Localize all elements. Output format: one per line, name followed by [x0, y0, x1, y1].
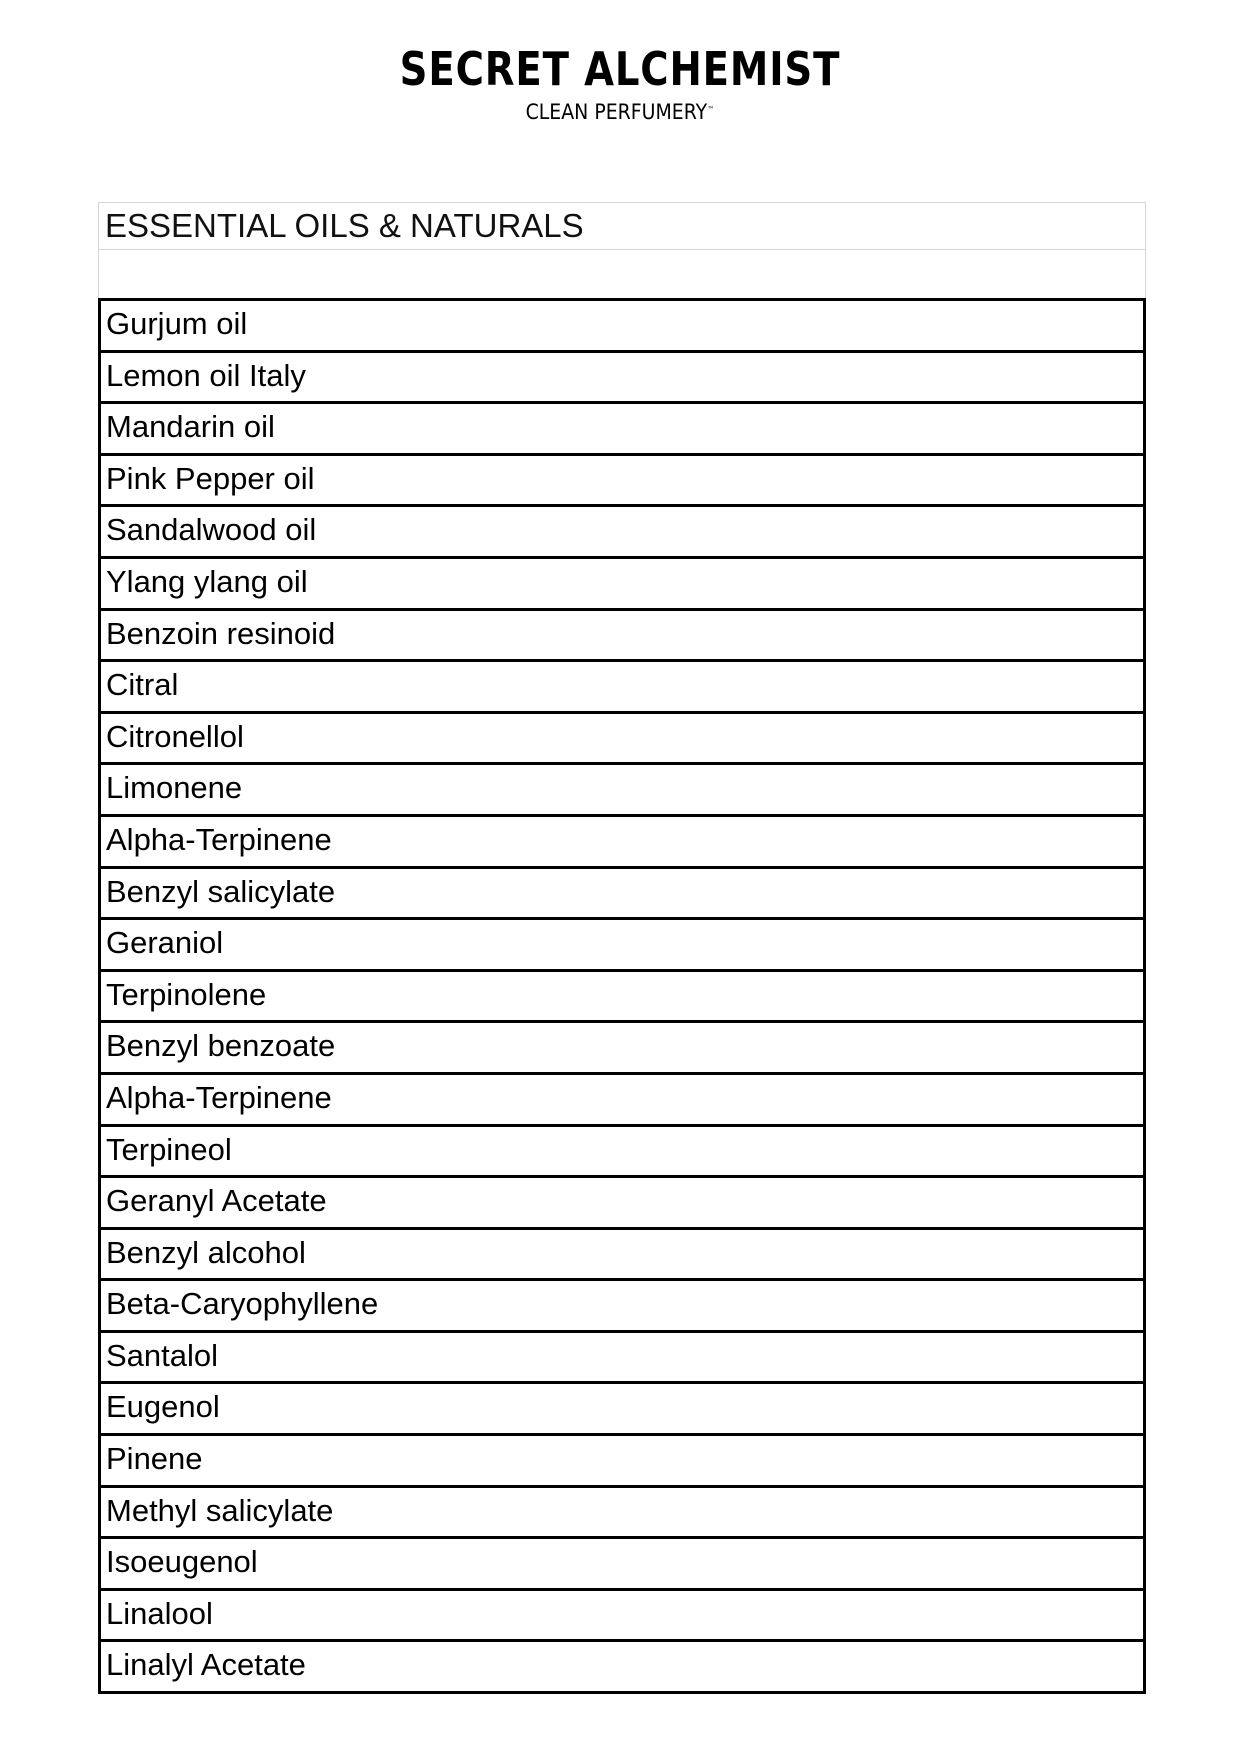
table-row: Benzyl alcohol: [101, 1227, 1143, 1279]
table-row: Geraniol: [101, 917, 1143, 969]
ingredients-table: [98, 202, 1146, 1694]
table-row: Santalol: [101, 1330, 1143, 1382]
brand-tagline: [62, 100, 1178, 124]
table-row: Benzyl salicylate: [101, 866, 1143, 918]
table-row: Lemon oil Italy: [101, 350, 1143, 402]
table-row: Benzyl benzoate: [101, 1020, 1143, 1072]
table-row: Ylang ylang oil: [101, 556, 1143, 608]
table-row: Sandalwood oil: [101, 504, 1143, 556]
table-row: Pink Pepper oil: [101, 453, 1143, 505]
blank-row: [98, 250, 1146, 298]
table-header: ESSENTIAL OILS & NATURALS: [98, 202, 1146, 250]
table-row: Eugenol: [101, 1381, 1143, 1433]
trademark-symbol: ™: [707, 105, 715, 114]
table-row: Linalyl Acetate: [101, 1639, 1143, 1691]
table-row: Citral: [101, 659, 1143, 711]
brand-name: SECRET ALCHEMIST: [399, 42, 841, 96]
brand-header: [0, 40, 1240, 124]
table-row: Isoeugenol: [101, 1536, 1143, 1588]
table-row: Alpha-Terpinene: [101, 1072, 1143, 1124]
table-row: Citronellol: [101, 711, 1143, 763]
table-row: Gurjum oil: [106, 306, 248, 341]
table-row: Alpha-Terpinene: [101, 814, 1143, 866]
ingredient-list: [98, 298, 1146, 1694]
table-row: Linalool: [101, 1588, 1143, 1640]
table-row: Limonene: [101, 762, 1143, 814]
table-row: Methyl salicylate: [101, 1485, 1143, 1537]
table-row: Beta-Caryophyllene: [101, 1278, 1143, 1330]
table-row: Mandarin oil: [101, 401, 1143, 453]
table-row: Benzoin resinoid: [101, 608, 1143, 660]
table-row: Geranyl Acetate: [101, 1175, 1143, 1227]
table-row: Terpineol: [101, 1124, 1143, 1176]
table-row: Pinene: [101, 1433, 1143, 1485]
table-row: Terpinolene: [101, 969, 1143, 1021]
brand-tagline-text: CLEAN PERFUMERY: [525, 100, 708, 124]
